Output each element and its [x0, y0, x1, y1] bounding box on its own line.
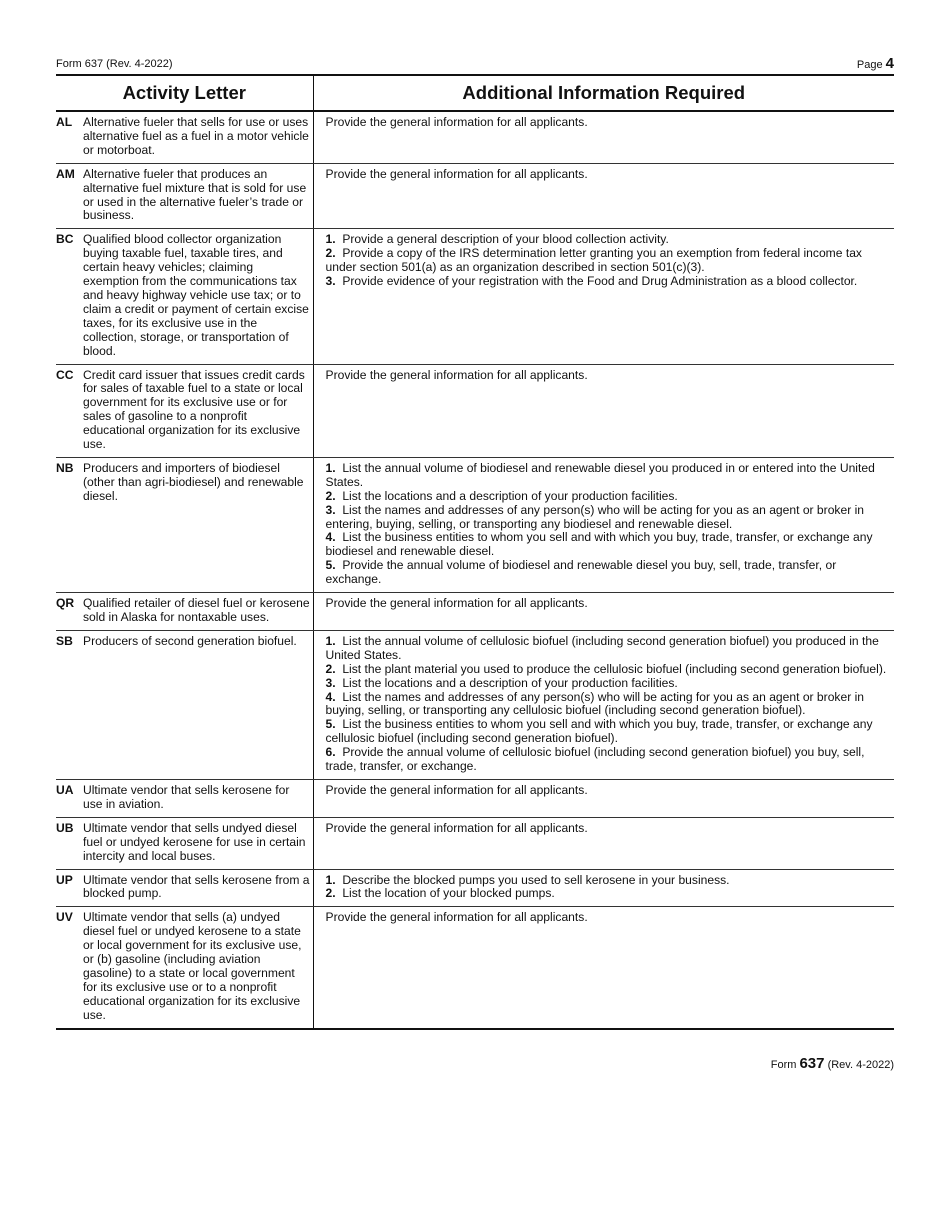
requirement-item	[326, 597, 891, 611]
table-row	[56, 163, 894, 229]
activity-letter-table	[56, 74, 894, 1030]
requirement-item	[326, 531, 891, 559]
activity-description: Producers and importers of biodiesel (other than agri-biodiesel) and renewable diesel.	[83, 460, 304, 503]
footer-form-number: 637	[799, 1055, 825, 1072]
activity-cell	[56, 364, 313, 457]
activity-code: CC	[56, 367, 74, 382]
activity-cell	[56, 593, 313, 631]
activity-code: UB	[56, 820, 74, 835]
requirement-item	[326, 874, 891, 888]
activity-letter-header: Activity Letter	[56, 75, 313, 111]
requirements-cell	[313, 907, 894, 1029]
requirement-text: List the location of your blocked pumps.	[342, 886, 555, 901]
requirement-number: 1.	[325, 633, 336, 648]
requirement-number: 2.	[325, 886, 336, 901]
requirement-item	[326, 233, 891, 247]
page-number: 4	[885, 55, 894, 72]
requirements-cell	[313, 364, 894, 457]
requirement-text: Describe the blocked pumps you used to sell kerosene in your business.	[342, 872, 730, 887]
page-number-label	[857, 55, 894, 72]
table-row	[56, 457, 894, 592]
activity-description: Producers of second generation biofuel.	[83, 633, 297, 648]
requirements-cell	[313, 593, 894, 631]
requirement-text: Provide the annual volume of biodiesel and renewable diesel you buy, sell, trade, transfer, or exchange.	[325, 558, 837, 587]
requirement-text: List the locations and a description of your production facilities.	[342, 488, 678, 503]
requirement-text: List the plant material you used to produce the cellulosic biofuel (including second generation biofuel).	[342, 661, 887, 676]
requirements-cell	[313, 817, 894, 869]
requirement-text: List the annual volume of biodiesel and renewable diesel you produced in or entered into the United States.	[325, 460, 875, 489]
activity-cell	[56, 869, 313, 907]
requirement-text: List the business entities to whom you sell and with which you buy, trade, transfer, or exchange any biodiesel and renewable diesel.	[325, 530, 873, 559]
activity-cell	[56, 229, 313, 364]
table-row	[56, 869, 894, 907]
requirements-cell	[313, 111, 894, 163]
requirement-number: 4.	[325, 689, 336, 704]
requirement-number: 2.	[325, 661, 336, 676]
requirements-cell	[313, 457, 894, 592]
requirement-item	[326, 635, 891, 663]
requirement-number: 3.	[325, 675, 336, 690]
table-row	[56, 907, 894, 1029]
activity-cell	[56, 817, 313, 869]
requirement-text: Provide a copy of the IRS determination letter granting you an exemption from federal income tax under section 501(a) as an organization described in section 501(c)(3).	[325, 246, 862, 275]
requirements-cell	[313, 229, 894, 364]
requirements-cell	[313, 869, 894, 907]
requirement-number: 5.	[325, 558, 336, 573]
requirement-number: 6.	[325, 745, 336, 760]
requirement-number: 1.	[325, 460, 336, 475]
table-row	[56, 817, 894, 869]
requirement-item	[326, 784, 891, 798]
requirements-cell	[313, 163, 894, 229]
requirement-item	[326, 275, 891, 289]
activity-description: Ultimate vendor that sells undyed diesel fuel or undyed kerosene for use in certain intercity and local buses.	[83, 820, 306, 863]
requirement-number: 1.	[325, 232, 336, 247]
footer-form-word: Form	[770, 1059, 797, 1071]
activity-cell	[56, 163, 313, 229]
requirement-number: 4.	[325, 530, 336, 545]
activity-cell	[56, 907, 313, 1029]
activity-code: BC	[56, 232, 74, 247]
requirement-text: Provide the general information for all applicants.	[325, 910, 588, 925]
page-footer	[771, 1055, 894, 1072]
activity-code: AL	[56, 115, 73, 129]
requirement-text: List the names and addresses of any person(s) who will be acting for you as an agent or broker in buying, selling, or transporting any cellulosic biofuel (including second generation biofuel).	[325, 689, 864, 718]
requirement-text: Provide the general information for all applicants.	[325, 820, 588, 835]
activity-description: Qualified blood collector organization buying taxable fuel, taxable tires, and certain heavy vehicles; claiming exemption from the communications tax and heavy highway vehicle use tax; or to claim a credit or payment of certain excise taxes, for its exclusive use in the collection, storage, or transportation of blood.	[83, 232, 309, 358]
additional-info-header: Additional Information Required	[313, 75, 894, 111]
requirement-item	[326, 746, 891, 774]
activity-code: SB	[56, 633, 73, 648]
activity-code: UP	[56, 872, 73, 887]
requirement-item	[326, 663, 891, 677]
requirement-text: List the names and addresses of any person(s) who will be acting for you as an agent or broker in entering, buying, selling, or transporting any biodiesel and renewable diesel.	[325, 502, 864, 531]
table-row	[56, 779, 894, 817]
requirement-item	[326, 462, 891, 490]
activity-description: Alternative fueler that sells for use or uses alternative fuel as a fuel in a motor vehicle or motorboat.	[83, 115, 309, 157]
requirement-number: 3.	[325, 502, 336, 517]
activity-code: QR	[56, 596, 75, 611]
table-row	[56, 593, 894, 631]
activity-code: NB	[56, 460, 74, 475]
requirement-item	[326, 822, 891, 836]
requirement-number: 3.	[325, 274, 336, 289]
activity-description: Qualified retailer of diesel fuel or kerosene sold in Alaska for nontaxable uses.	[83, 596, 310, 624]
requirements-cell	[313, 779, 894, 817]
requirement-text: List the locations and a description of your production facilities.	[342, 675, 678, 690]
table-row	[56, 111, 894, 163]
requirement-item	[326, 887, 891, 901]
requirement-item	[326, 369, 891, 383]
requirement-item	[326, 504, 891, 532]
activity-description: Ultimate vendor that sells kerosene from a blocked pump.	[83, 872, 310, 901]
requirement-item	[326, 247, 891, 275]
requirement-number: 2.	[325, 246, 336, 261]
requirement-text: Provide the general information for all applicants.	[325, 782, 588, 797]
activity-code: UV	[56, 910, 73, 925]
requirement-text: Provide the general information for all applicants.	[325, 367, 588, 382]
table-row	[56, 229, 894, 364]
table-row	[56, 630, 894, 779]
requirement-text: Provide a general description of your blood collection activity.	[342, 232, 669, 247]
activity-description: Credit card issuer that issues credit cards for sales of taxable fuel to a state or local government for its exclusive use or for sales of gasoline to a nonprofit educational organization for its exclusive use.	[83, 367, 305, 452]
requirement-text: Provide evidence of your registration with the Food and Drug Administration as a blood collector.	[342, 274, 858, 289]
requirement-number: 5.	[325, 717, 336, 732]
requirement-number: 1.	[325, 872, 336, 887]
requirement-item	[326, 691, 891, 719]
requirement-text: Provide the general information for all applicants.	[325, 166, 588, 181]
requirement-text: Provide the general information for all applicants.	[325, 596, 588, 611]
activity-cell	[56, 779, 313, 817]
requirement-item	[326, 490, 891, 504]
requirement-item	[326, 559, 891, 587]
page-word: Page	[856, 59, 883, 71]
activity-description: Ultimate vendor that sells (a) undyed diesel fuel or undyed kerosene to a state or local government for its exclusive use, or (b) gasoline (including aviation gasoline) to a state or local government for its exclusive use or to a nonprofit educational organization for its exclusive use.	[83, 910, 302, 1022]
activity-cell	[56, 457, 313, 592]
footer-revision: (Rev. 4-2022)	[827, 1059, 894, 1071]
requirement-text: Provide the general information for all applicants.	[325, 115, 588, 129]
page-header	[56, 55, 894, 73]
requirement-text: List the annual volume of cellulosic biofuel (including second generation biofuel) you produced in the United States.	[325, 633, 879, 662]
table-row	[56, 364, 894, 457]
form-revision-label: Form 637 (Rev. 4-2022)	[56, 58, 173, 70]
requirement-item	[326, 116, 891, 130]
activity-cell	[56, 111, 313, 163]
activity-description: Ultimate vendor that sells kerosene for use in aviation.	[83, 782, 290, 811]
requirement-item	[326, 911, 891, 925]
requirement-item	[326, 168, 891, 182]
requirement-item	[326, 677, 891, 691]
activity-code: UA	[56, 782, 74, 797]
activity-cell	[56, 630, 313, 779]
requirement-text: Provide the annual volume of cellulosic biofuel (including second generation biofuel) you buy, sell, trade, transfer, or exchange.	[325, 745, 865, 774]
requirement-item	[326, 718, 891, 746]
requirement-number: 2.	[325, 488, 336, 503]
requirement-text: List the business entities to whom you sell and with which you buy, trade, transfer, or exchange any cellulosic biofuel (including second generation biofuel).	[325, 717, 873, 746]
requirements-cell	[313, 630, 894, 779]
activity-code: AM	[56, 166, 75, 181]
activity-description: Alternative fueler that produces an alternative fuel mixture that is sold for use or used in the alternative fueler’s trade or business.	[83, 166, 307, 223]
